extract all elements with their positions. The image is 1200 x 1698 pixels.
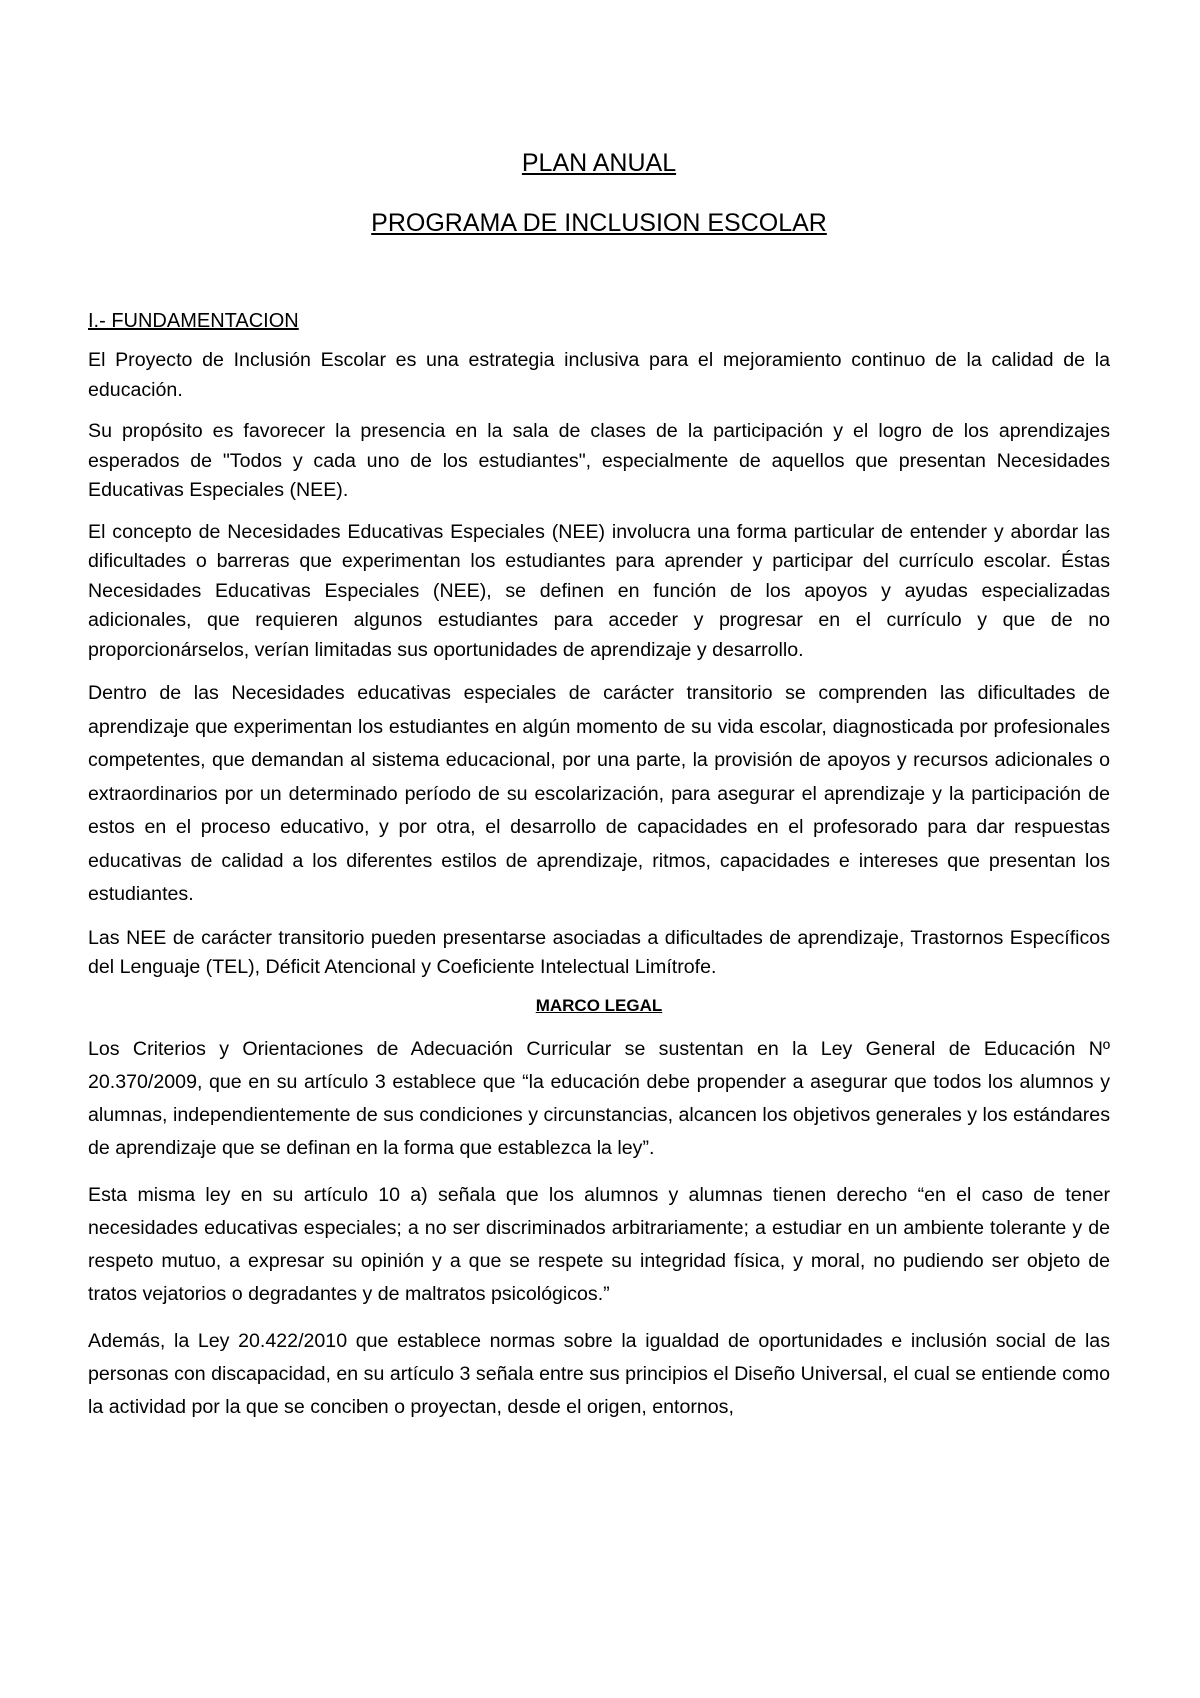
paragraph: Las NEE de carácter transitorio pueden presentarse asociadas a dificultades de aprendizaje, Trastornos Específicos del Lenguaje (TEL), Déficit Atencional y Coeficiente Intelectual Limítrofe. [88, 926, 1110, 978]
paragraph: Dentro de las Necesidades educativas especiales de carácter transitorio se comprenden las dificultades de aprendizaje que experimentan los estudiantes en algún momento de su vida escolar, diagnosticada por profesionales competentes, que demandan al sistema educacional, por una parte, la provisión de apoyos y recursos adicionales o extraordinarios por un determinado período de su escolarización, para asegurar el aprendizaje y la participación de estos en el proceso educativo, y por otra, el desarrollo de capacidades en el profesorado para dar respuestas educativas de calidad a los diferentes estilos de aprendizaje, ritmos, capacidades e intereses que presentan los estudiantes. [88, 682, 1110, 905]
paragraph: El Proyecto de Inclusión Escolar es una estrategia inclusiva para el mejoramiento continuo de la calidad de la educación. [88, 349, 1110, 401]
paragraph: Además, la Ley 20.422/2010 que establece normas sobre la igualdad de oportunidades e inclusión social de las personas con discapacidad, en su artículo 3 señala entre sus principios el Diseño Universal, el cual se entiende como la actividad por la que se conciben o proyectan, desde el origen, entornos, [88, 1329, 1110, 1418]
document-title: PLAN ANUAL [521, 149, 677, 177]
paragraph: Esta misma ley en su artículo 10 a) señala que los alumnos y alumnas tienen derecho “en el caso de tener necesidades educativas especiales; a no ser discriminados arbitrariamente; a estudiar en un ambiente tolerante y de respeto mutuo, a expresar su opinión y a que se respete su integridad física, y moral, no pudiendo ser objeto de tratos vejatorios o degradantes y de maltratos psicológicos.” [88, 1183, 1110, 1305]
paragraph: El concepto de Necesidades Educativas Especiales (NEE) involucra una forma particular de entender y abordar las dificultades o barreras que experimentan los estudiantes para aprender y participar del currículo escolar. Éstas Necesidades Educativas Especiales (NEE), se definen en función de los apoyos y ayudas especializadas adicionales, que requieren algunos estudiantes para acceder y progresar en el currículo y que de no proporcionárselos, verían limitadas sus oportunidades de aprendizaje y desarrollo. [88, 520, 1110, 661]
paragraph: Su propósito es favorecer la presencia en la sala de clases de la participación y el logro de los aprendizajes esperados de "Todos y cada uno de los estudiantes", especialmente de aquellos que presentan Necesidades Educativas Especiales (NEE). [88, 420, 1110, 501]
section-heading-fundamentacion: I.- FUNDAMENTACION [88, 310, 299, 332]
document-subtitle: PROGRAMA DE INCLUSION ESCOLAR [371, 209, 827, 237]
section-heading-marco-legal: MARCO LEGAL [535, 995, 663, 1015]
paragraph: Los Criterios y Orientaciones de Adecuación Curricular se sustentan en la Ley General de Educación Nº 20.370/2009, que en su artículo 3 establece que “la educación debe propender a asegurar que todos los alumnos y alumnas, independientemente de sus condiciones y circunstancias, alcancen los objetivos generales y los estándares de aprendizaje que se definan en la forma que establezca la ley”. [88, 1037, 1110, 1159]
